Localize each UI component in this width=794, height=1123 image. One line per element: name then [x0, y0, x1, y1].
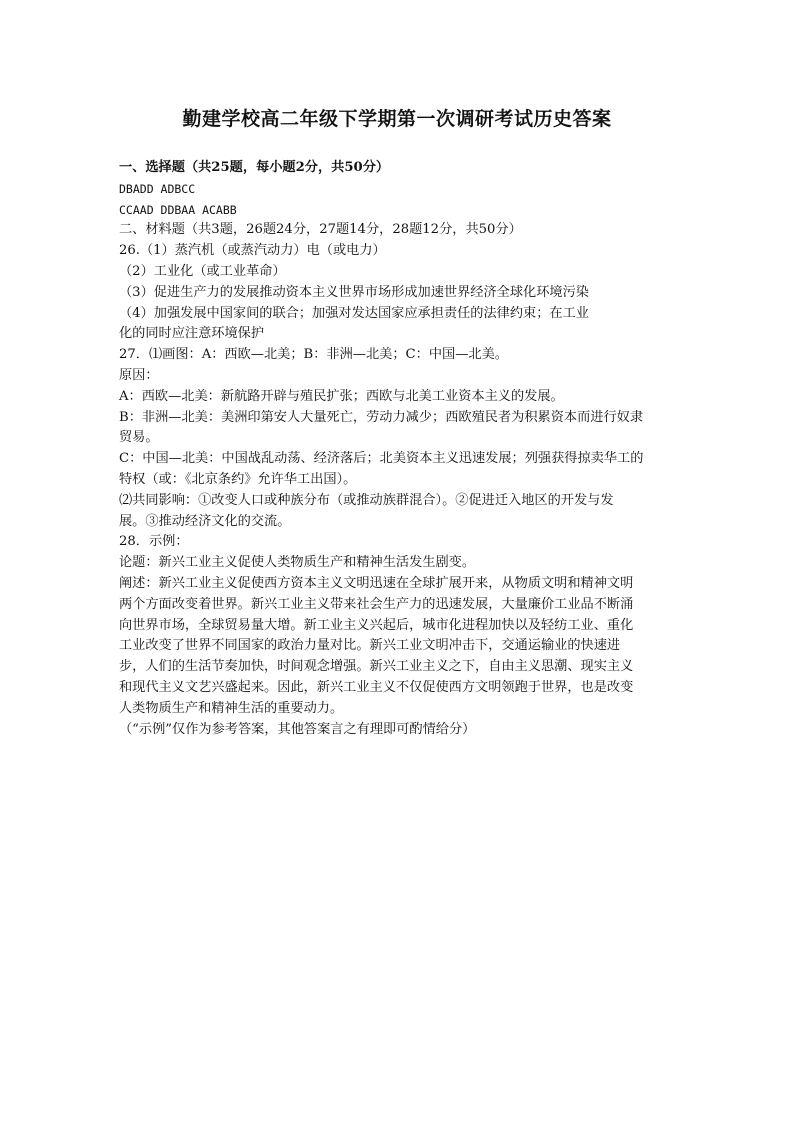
q28-argument-line-3: 向世界市场，全球贸易量大增。新工业主义兴起后，城市化进程加快以及轻纺工业、重化	[119, 617, 634, 633]
q27-part-2: ⑵共同影响：①改变人口或种族分布（或推动族群混合）。②促进迁入地区的开发与发	[119, 492, 614, 508]
q28-argument-line-2: 两个方面改变着世界。新兴工业主义带来社会生产力的迅速发展，大量廉价工业品不断涌	[119, 596, 634, 612]
choice-answers-row-1: DBADD ADBCC	[119, 181, 196, 196]
q28-example-label: 28．示例：	[119, 534, 189, 550]
q26-part-4-cont: 化的同时应注意环境保护	[119, 326, 265, 342]
section-heading-material: 二、材料题（共3题，26题24分，27题14分，28题12分，共50分）	[119, 222, 522, 238]
q26-part-1: 26.（1）蒸汽机（或蒸汽动力）电（或电力）	[119, 243, 386, 259]
q27-reason-b-cont: 贸易。	[119, 430, 159, 446]
q28-argument-line-7: 人类物质生产和精神生活的重要动力。	[119, 700, 344, 716]
choice-answers-row-2: CCAAD DDBAA ACABB	[119, 202, 237, 217]
q28-argument-line-1: 阐述：新兴工业主义促使西方资本主义文明迅速在全球扩展开来，从物质文明和精神文明	[119, 575, 634, 591]
answer-content	[119, 158, 679, 740]
document-title: 勤建学校高二年级下学期第一次调研考试历史答案	[182, 108, 612, 130]
section-heading-choice: 一、选择题（共25题，每小题2分，共50分）	[119, 160, 390, 175]
q26-part-3: （3）促进生产力的发展推动资本主义世界市场形成加速世界经济全球化环境污染	[119, 284, 589, 300]
q27-part-2-cont: 展。③推动经济文化的交流。	[119, 513, 291, 529]
q27-part-1: 27．⑴画图：A：西欧—北美；B：非洲—北美；C：中国—北美。	[119, 347, 508, 363]
q27-reason-b: B：非洲—北美：美洲印第安人大量死亡，劳动力减少；西欧殖民者为积累资本而进行奴隶	[119, 409, 643, 425]
q27-reason-c-cont: 特权（或：《北京条约》允许华工出国）。	[119, 471, 357, 487]
q27-reason-a: A：西欧—北美：新航路开辟与殖民扩张；西欧与北美工业资本主义的发展。	[119, 388, 564, 404]
q27-reason-c: C：中国—北美：中国战乱动荡、经济落后；北美资本主义迅速发展；列强获得掠卖华工的	[119, 451, 644, 467]
q28-thesis: 论题：新兴工业主义促使人类物质生产和精神生活发生剧变。	[119, 555, 476, 571]
q26-part-2: （2）工业化（或工业革命）	[119, 263, 286, 279]
q28-argument-line-5: 步，人们的生活节奏加快，时间观念增强。新兴工业主义之下，自由主义思潮、现实主义	[119, 659, 634, 675]
q27-reasons-label: 原因：	[119, 367, 159, 383]
q26-part-4: （4）加强发展中国家间的联合；加强对发达国家应承担责任的法律约束；在工业	[119, 305, 589, 321]
q28-argument-line-4: 工业改变了世界不同国家的政治力量对比。新兴工业文明冲击下，交通运输业的快速进	[119, 638, 621, 654]
grading-note: （“示例”仅作为参考答案，其他答案言之有理即可酌情给分）	[119, 721, 476, 737]
q28-argument-line-6: 和现代主义文艺兴盛起来。因此，新兴工业主义不仅促使西方文明领跑于世界，也是改变	[119, 679, 634, 695]
